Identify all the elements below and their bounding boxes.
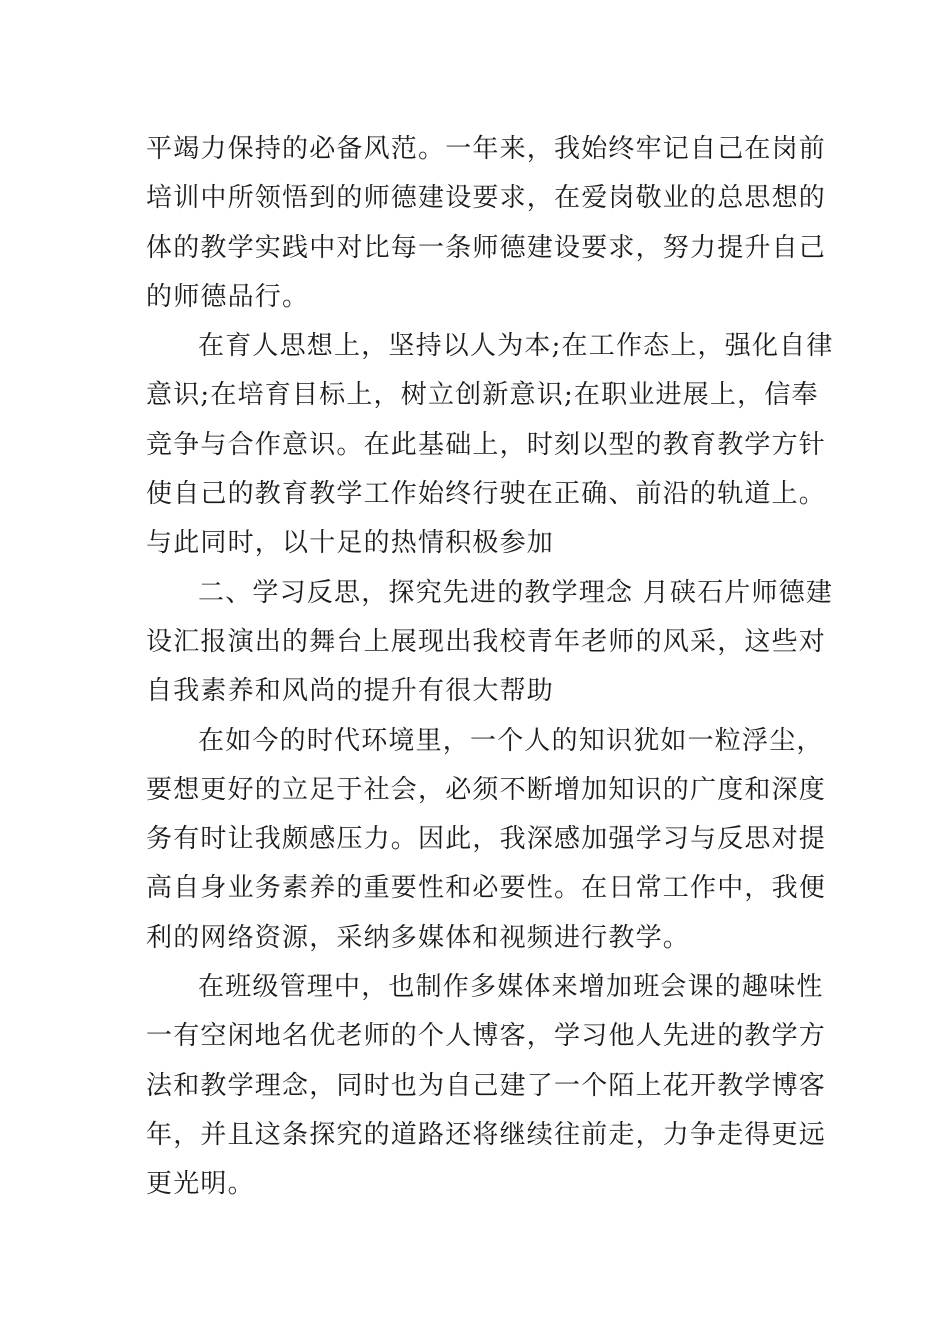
text-line: 平竭力保持的必备风范。一年来，我始终牢记自己在岗前 [146, 134, 827, 164]
text-line: 体的教学实践中对比每一条师德建设要求，努力提升自己 [146, 232, 827, 263]
text-line: 的师德品行。 [146, 281, 310, 312]
text-line: 年，并且这条探究的道路还将继续往前走，力争走得更远 [146, 1119, 827, 1150]
paragraph-4 [146, 717, 827, 963]
text-line: 高自身业务素养的重要性和必要性。在日常工作中，我便 [146, 873, 827, 904]
paragraph-5 [146, 963, 827, 1209]
paragraph-2 [146, 322, 834, 568]
text-line: 更光明。 [146, 1169, 255, 1200]
text-line: 二、学习反思，探究先进的教学理念 月硖石片师德建 [198, 577, 834, 608]
text-line: 在班级管理中，也制作多媒体来增加班会课的趣味性 [198, 972, 824, 1003]
text-line: 使自己的教育教学工作始终行驶在正确、前沿的轨道上。 [146, 479, 827, 510]
text-line: 竞争与合作意识。在此基础上，时刻以型的教育教学方针 [146, 429, 827, 460]
paragraph-3 [146, 569, 834, 717]
paragraph-1 [146, 125, 827, 322]
text-line: 在育人思想上，坚持以人为本;在工作态上，强化自律 [198, 331, 834, 362]
text-line: 意识;在培育目标上，树立创新意识;在职业进展上，信奉 [146, 380, 819, 411]
text-line: 培训中所领悟到的师德建设要求，在爱岗敬业的总思想的 [146, 183, 827, 214]
text-line: 利的网络资源，采纳多媒体和视频进行教学。 [146, 922, 691, 953]
text-line: 与此同时，以十足的热情积极参加 [146, 528, 555, 559]
text-line: 务有时让我颇感压力。因此，我深感加强学习与反思对提 [146, 824, 827, 855]
text-line: 要想更好的立足于社会，必须不断增加知识的广度和深度 [146, 774, 827, 805]
document-body [146, 125, 834, 1210]
text-line: 法和教学理念，同时也为自己建了一个陌上花开教学博客 [146, 1070, 827, 1101]
text-line: 在如今的时代环境里，一个人的知识犹如一粒浮尘， [198, 725, 824, 756]
text-line: 一有空闲地名优老师的个人博客，学习他人先进的教学方 [146, 1021, 827, 1052]
text-line: 自我素养和风尚的提升有很大帮助 [146, 676, 555, 707]
text-line: 设汇报演出的舞台上展现出我校青年老师的风采，这些对 [146, 626, 827, 657]
